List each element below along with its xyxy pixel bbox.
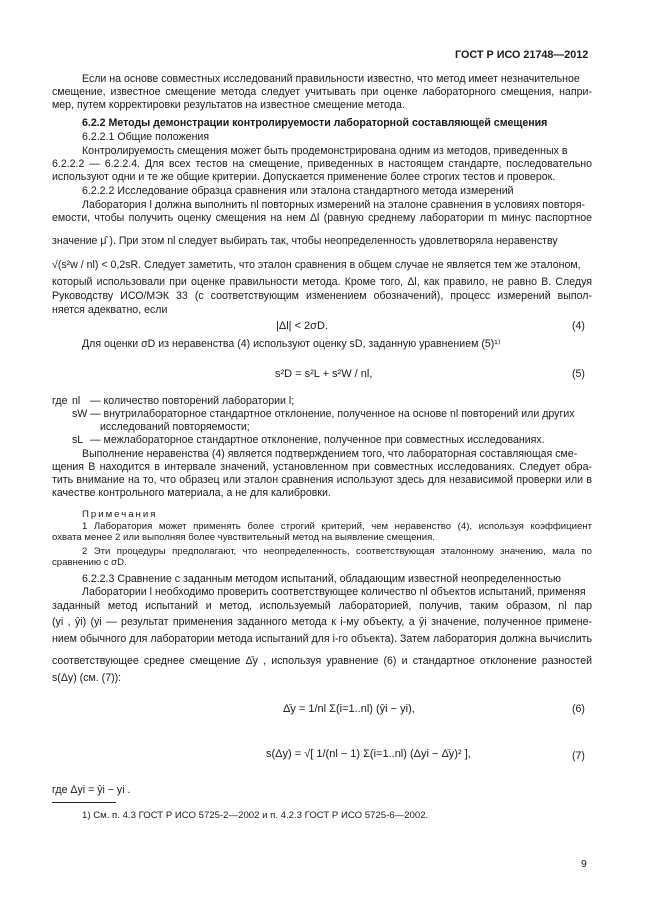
equation-5-number: (5) [572, 368, 585, 380]
definition-2-text-cont: исследований повторяемости; [100, 421, 250, 433]
para-3-line-4: √(s²w / nl) < 0,2sR. Следует заметить, что эталон сравнения в общем случае не является тем же эталоном, [52, 259, 581, 271]
para-5-line-4: качестве контрольного материала, а не для калибровки. [52, 487, 331, 499]
para-6-line-3: (yi , ŷi) (yi — результат применения заданного метода к i-му объекту, а ŷi значение, полученное примене- [52, 616, 592, 628]
note-2-line-2: сравнению с σD. [52, 557, 127, 568]
definitions-where: где [52, 395, 68, 407]
subsection-heading-6-2-2-2: 6.2.2.2 Исследование образца сравнения или эталона стандартного метода измерений [82, 185, 514, 197]
equation-6: Δ̄y = 1/nl Σ(i=1..nl) (ŷi − yi), [283, 703, 415, 715]
definition-1-text: — количество повторений лаборатории l; [90, 395, 295, 407]
equation-4-number: (4) [572, 320, 585, 332]
para-6-line-2: заданный метод испытаний и метод, используемый лабораторией, получив, таким образом, nl пар [52, 600, 592, 612]
para-6-line-5: соответствующее среднее смещение Δ̄y , используя уравнение (6) и стандартное отклонение разностей [52, 655, 592, 667]
para-6-line-6: s(Δy) (см. (7)): [52, 672, 122, 684]
note-2-line-1: 2 Эти процедуры предполагают, что неопределенность, соответствующая эталонному значению, мала по [82, 546, 592, 557]
equation-5: s²D = s²L + s²W / nl, [275, 368, 373, 380]
para-1-line-2: смещение, известное смещение метода следует учитывать при оценке лабораторного смещения, напри- [52, 86, 592, 98]
page-number: 9 [581, 858, 587, 870]
equation-4: |Δl| < 2σD. [276, 320, 328, 332]
definition-2-symbol: sW [72, 408, 88, 420]
definition-3-text: — межлабораторное стандартное отклонение, полученное при совместных исследованиях. [90, 434, 545, 446]
footnote-divider [52, 802, 116, 803]
para-1-line-3: мер, путем корректировки результатов на известное смещение метода. [52, 99, 405, 111]
equation-7-number: (7) [572, 750, 585, 762]
note-1-line-1: 1 Лаборатория может применять более строгий критерий, чем неравенство (4), используя коэффициент [82, 521, 592, 532]
section-heading-6-2-2: 6.2.2 Методы демонстрации контролируемости лабораторной составляющей смещения [82, 117, 548, 129]
notes-title: Примечания [82, 509, 158, 520]
para-3-line-1: Лаборатория l должна выполнить nl повторных измерений на эталоне сравнения в условиях повторя- [82, 199, 585, 211]
subsection-heading-6-2-2-1: 6.2.2.1 Общие положения [82, 131, 210, 143]
equation-7: s(Δy) = √[ 1/(nl − 1) Σ(i=1..nl) (Δyi − Δ̄y)² ], [266, 748, 471, 760]
subsection-heading-6-2-2-3: 6.2.2.3 Сравнение с заданным методом испытаний, обладающим известной неопределенностью [82, 573, 561, 585]
para-5-line-3: тить внимание на то, что образец или эталон сравнения используют здесь для независимой проверки или в [52, 474, 592, 486]
para-1-line-1: Если на основе совместных исследований правильности известно, что метод имеет незначительное [82, 73, 580, 85]
para-5-line-1: Выполнение неравенства (4) является подтверждением того, что лабораторная составляющая сме- [82, 448, 578, 460]
where-last: где Δyi = ŷi − yi . [52, 784, 131, 796]
para-3-line-7: няется адекватно, если [52, 304, 168, 316]
note-1-line-2: охвата менее 2 или выполняя более чувствительный метод на выявление смещения. [52, 532, 435, 543]
para-3-line-6: Руководству ИСО/МЭК 33 (с соответствующим изменением обозначений), процесс измерений выпол- [52, 290, 592, 302]
para-2-line-3: используют одни и те же общие критерии. Допускается применение более строгих тестов и проверок. [52, 171, 556, 183]
equation-6-number: (6) [572, 703, 585, 715]
para-2-line-2: 6.2.2.2 — 6.2.2.4. Для всех тестов на смещение, приведенных в настоящем стандарте, последовательно [52, 158, 592, 170]
definition-3-symbol: sL [72, 434, 84, 446]
para-6-line-4: нием обычного для лаборатории метода испытаний для i-го объекта). Затем лаборатория должна вычислить [52, 633, 592, 645]
footnote-text: 1) См. п. 4.3 ГОСТ Р ИСО 5725-2—2002 и п. 4.2.3 ГОСТ Р ИСО 5725-6—2002. [82, 810, 429, 821]
para-2-line-1: Контролируемость смещения может быть продемонстрирована одним из методов, приведенных в [82, 145, 568, 157]
definition-1-symbol: nl [72, 395, 81, 407]
para-3-line-3: значение μ̂ ). При этом nl следует выбирать так, чтобы неопределенность удовлетворяла неравенству [52, 235, 558, 247]
para-3-line-5: который использовали при оценке правильности метода. Кроме того, Δl, как правило, не равно B. Следуя [52, 276, 592, 288]
para-5-line-2: щения B находится в интервале значений, установленном при совместных исследованиях. Следует обра- [52, 461, 592, 473]
para-4: Для оценки σD из неравенства (4) используют оценку sD, заданную уравнением (5)¹⁾ [82, 338, 501, 350]
para-3-line-2: емости, чтобы получить оценку смещения на нем Δl (равную среднему лаборатории m минус паспортное [52, 212, 592, 224]
standard-header: ГОСТ Р ИСО 21748—2012 [455, 49, 589, 61]
definition-2-text: — внутрилабораторное стандартное отклонение, полученное на основе nl повторений или других [90, 408, 575, 420]
para-6-line-1: Лаборатории l необходимо проверить соответствующее количество nl объектов испытаний, применяя [82, 586, 586, 598]
